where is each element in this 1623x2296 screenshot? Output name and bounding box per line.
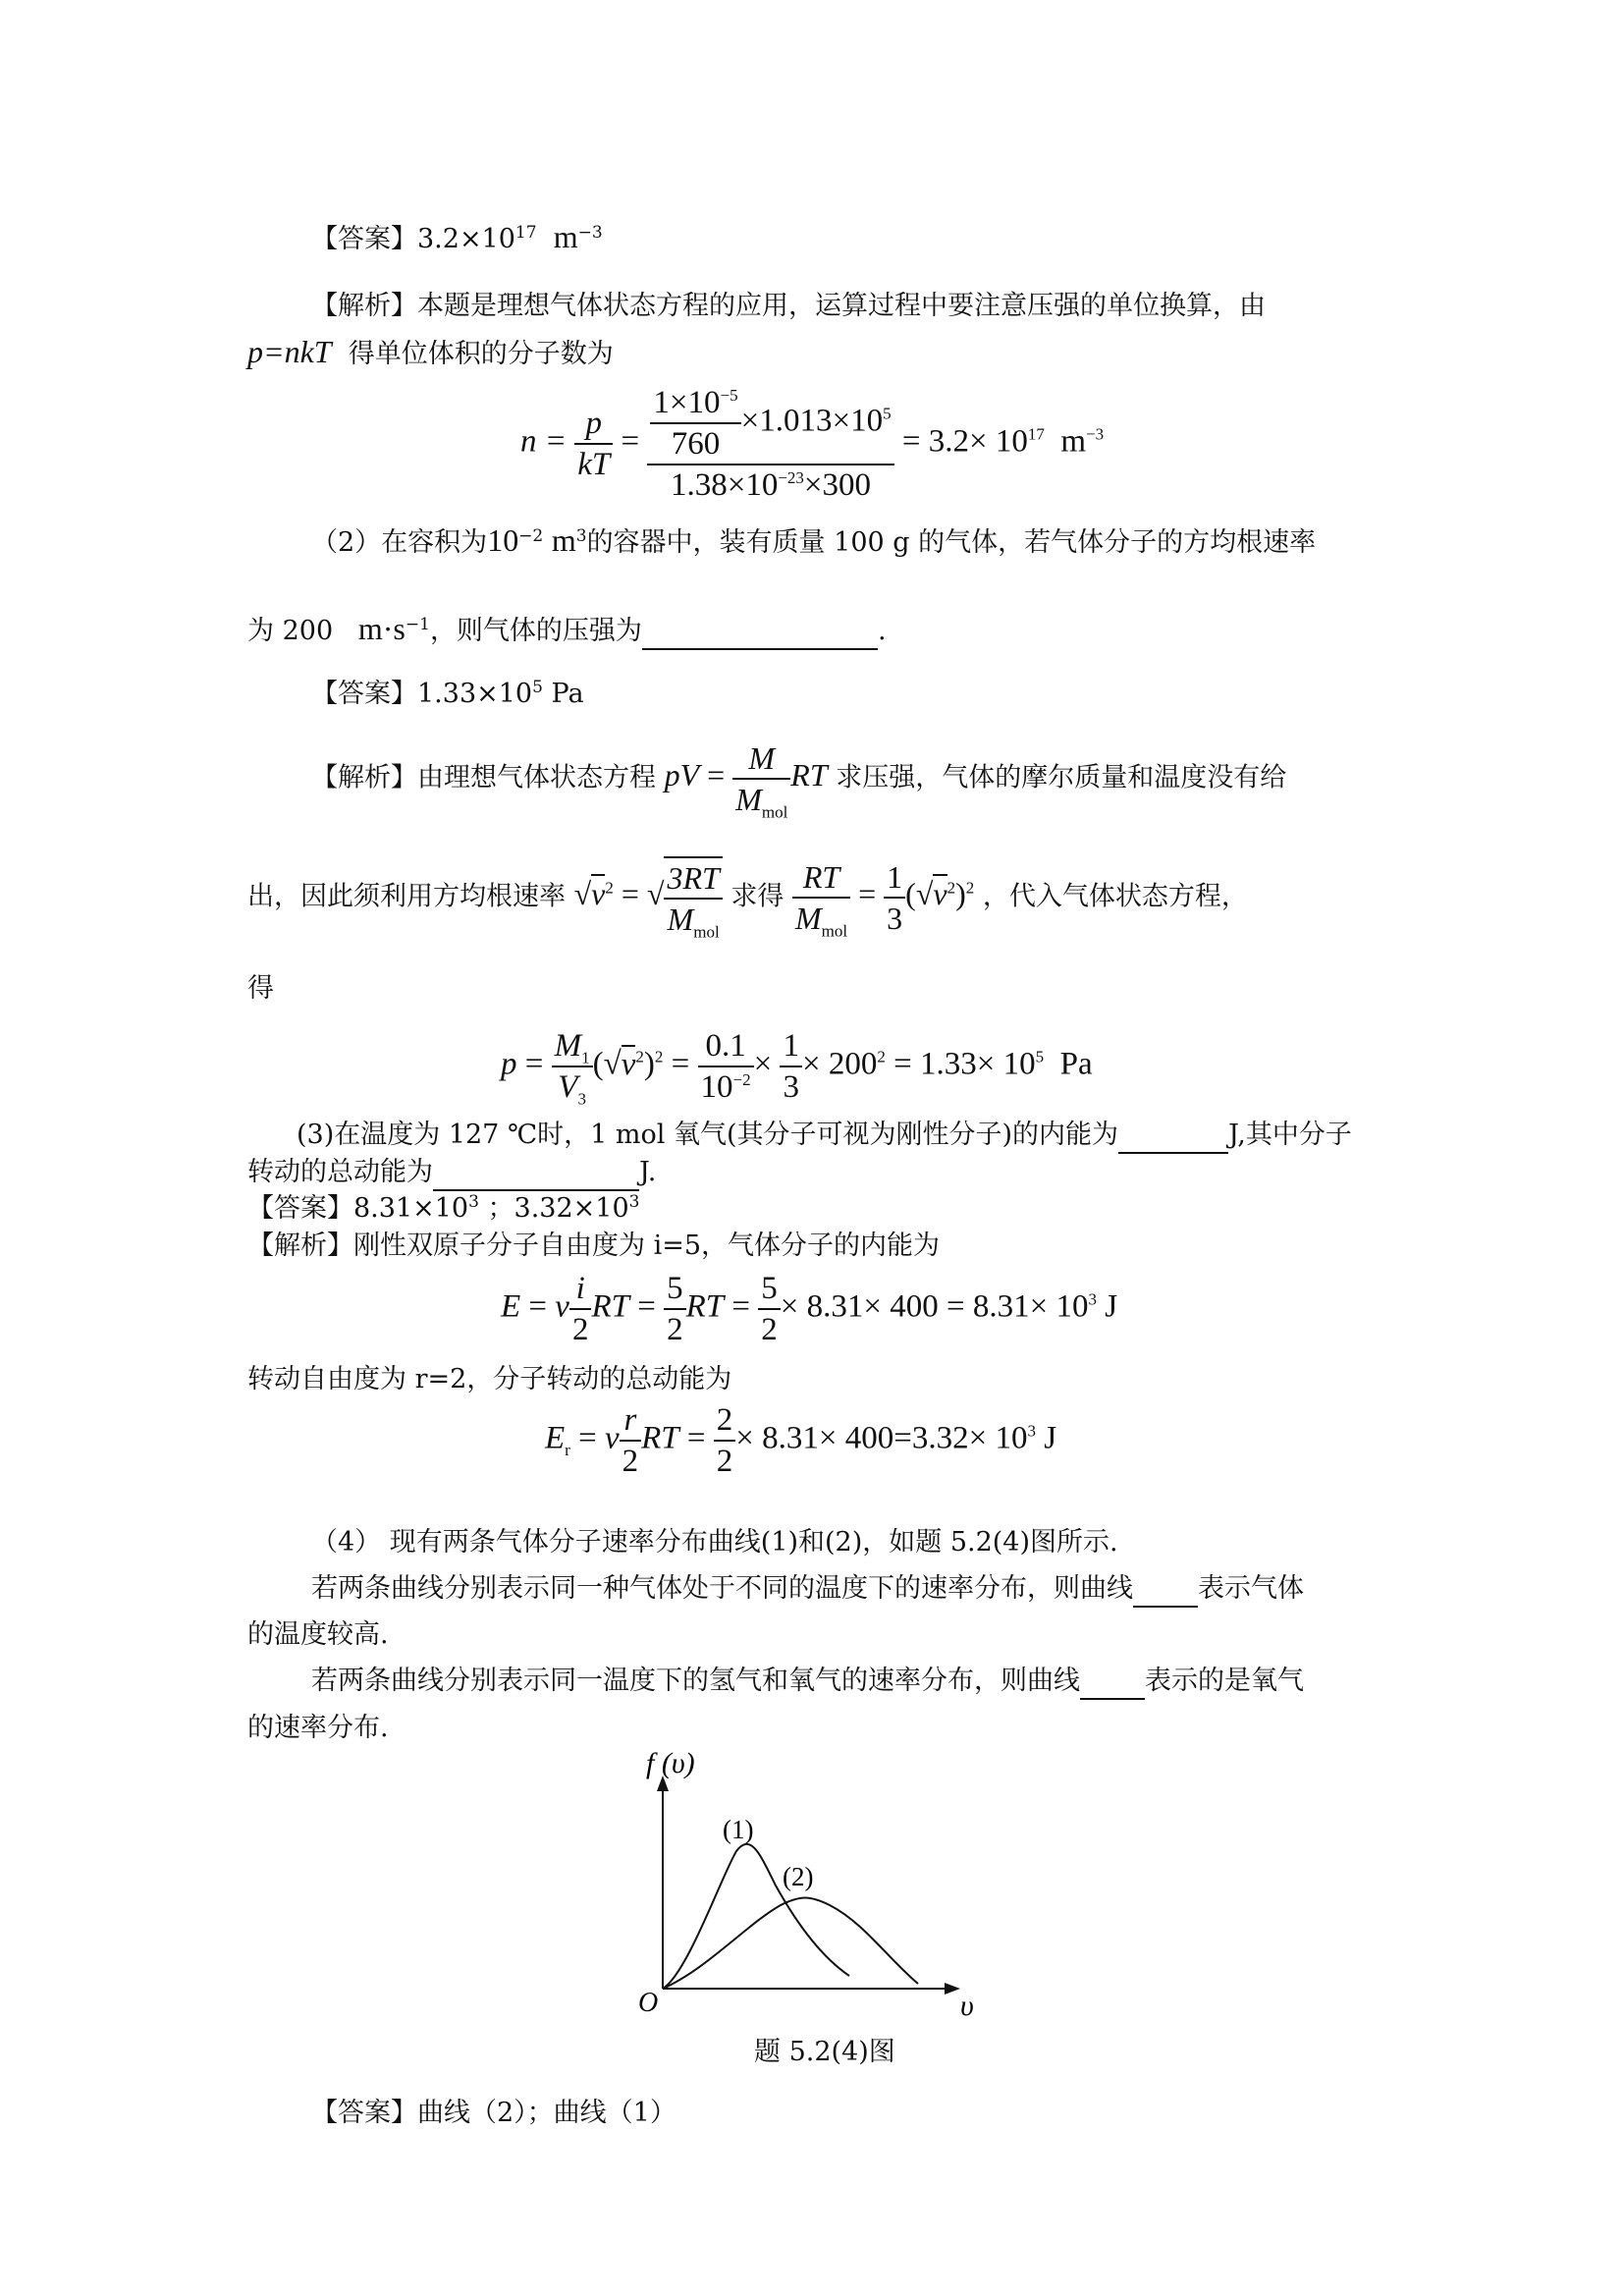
answer-blank[interactable] — [642, 615, 878, 650]
figure-caption: 题 5.2(4)图 — [754, 2037, 895, 2067]
q3-rotation-line: 转动自由度为 r=2，分子转动的总动能为 — [247, 1364, 732, 1394]
q4-line1: （4） 现有两条气体分子速率分布曲线(1)和(2)，如题 5.2(4)图所示. — [311, 1527, 1118, 1558]
q3-question-line1: (3)在温度为 127 ℃时，1 mol 氧气(其分子可视为刚性分子)的内能为 J,其中分子 — [297, 1119, 1437, 1154]
q2-equation: p = $\frac{M_1}{V_3}$ $(√v^2)^2$ = $\frac{0.1}{10^{-2}}$ × $\frac{1}{3}$ × $200^2 = 1.33\times 10^5$ Pa — [501, 1028, 1093, 1109]
q4-line3: 的温度较高. — [247, 1619, 389, 1650]
q1-explanation-line2: p=nkT 得单位体积的分子数为 — [247, 334, 614, 369]
q4-line2: 若两条曲线分别表示同一种气体处于不同的温度下的速率分布，则曲线 表示气体 — [311, 1572, 1452, 1608]
answer-blank[interactable] — [1080, 1665, 1145, 1700]
origin-label: O — [638, 1988, 659, 2018]
explanation-label: 【解析】 — [311, 762, 417, 793]
explanation-label: 【解析】 — [311, 291, 417, 321]
q2-question-line1: （2）在容积为$10^{-2}$ $m^3$的容器中，装有质量 100 g 的气体，若气体分子的方均根速率 — [311, 522, 1317, 558]
q1-answer-line: 【答案】$3.2\times 10^{17}$ $m^{-3}$ — [311, 219, 603, 254]
q1-explanation-line1: 【解析】本题是理想气体状态方程的应用，运算过程中要注意压强的单位换算，由 — [311, 291, 1266, 321]
answer-label: 【答案】 — [247, 1193, 353, 1224]
speed-distribution-figure — [628, 1748, 1001, 2023]
q4-line4: 若两条曲线分别表示同一温度下的氢气和氧气的速率分布，则曲线 表示的是氧气 — [311, 1665, 1452, 1700]
answer-label: 【答案】 — [311, 224, 417, 254]
q2-question-line2: 为 200 $m\cdot s^{-1}$，则气体的压强为 . — [247, 612, 1388, 650]
rms-speed-formula: $√v^2$ = √ $\frac{3RT}{M_{mol}}$ — [574, 876, 723, 911]
answer-blank[interactable] — [433, 1156, 639, 1191]
answer-blank[interactable] — [1118, 1119, 1228, 1154]
answer-label: 【答案】 — [311, 2098, 417, 2128]
q2-answer-line: 【答案】$1.33\times 10^5$ Pa — [311, 678, 584, 709]
q3-explanation-line: 【解析】刚性双原子分子自由度为 i=5，气体分子的内能为 — [247, 1230, 941, 1261]
explanation-label: 【解析】 — [247, 1230, 353, 1261]
x-axis-arrow — [945, 1983, 960, 1995]
rt-over-m-formula: $\frac{RT}{M_{mol}}$ = $\frac{1}{3}$ $(√v^2)^2$ — [792, 876, 974, 911]
curve-1-label: (1) — [723, 1815, 754, 1844]
answer-blank[interactable] — [1133, 1572, 1198, 1608]
y-axis-label: f (υ) — [646, 1748, 695, 1779]
curve-2-label: (2) — [783, 1862, 814, 1891]
q2-explanation-line3: 得 — [247, 973, 274, 1004]
q1-equation: n = $\frac{p}{kT}$ = $\frac{1\times 10^{-5}}{760}$ $\times 1.013\times 10^5$ $1.38\times 10^{-23}\times 300$ = $3.2\times 10^{17}$ $m^{-3}$ — [520, 385, 1105, 503]
q2-explanation-line2: 出，因此须利用方均根速率 $√v^2$ = √ $\frac{3RT}{M_{mol}}$ 求得 $\frac{RT}{M_{mol}}$ = $\frac{1}{3}$ $(√v^2)^2$ ，代入气体状态方程， — [247, 856, 1388, 945]
q3-answer-line: 【答案】$8.31\times 10^3$ ；$3.32\times 10^3$ — [247, 1192, 640, 1224]
q3-question-line2: 转动的总动能为 J. — [247, 1156, 1388, 1191]
fraction-p-over-kT: $\frac{p}{kT}$ — [574, 404, 613, 484]
curve-1 — [663, 1844, 849, 1989]
q2-explanation-line1: 【解析】由理想气体状态方程 pV = $\frac{M}{M_{mol}}$ RT 求压强，气体的摩尔质量和温度没有给 — [311, 740, 1287, 822]
fraction-main: $\frac{1\times 10^{-5}}{760}$ $\times 1.013\times 10^5$ $1.38\times 10^{-23}\times 300$ — [647, 383, 893, 505]
q3-rotation-equation: $E_r = v$ $\frac{r}{2}$ RT = $\frac{2}{2}$ × $8.31\times 400=3.32\times 10^3$ J — [545, 1402, 1057, 1479]
q4-line5: 的速率分布. — [247, 1713, 389, 1743]
x-axis-label: υ — [960, 1990, 974, 2022]
ideal-gas-formula: pV = $\frac{M}{M_{mol}}$ RT — [664, 740, 828, 822]
q4-answer-line: 【答案】曲线（2）；曲线（1） — [311, 2098, 676, 2128]
q3-energy-equation: E = v $\frac{i}{2}$ RT = $\frac{5}{2}$ RT = $\frac{5}{2}$ × $8.31\times 400 = 8.31\times 10^3$ J — [501, 1271, 1118, 1347]
answer-label: 【答案】 — [311, 679, 417, 709]
